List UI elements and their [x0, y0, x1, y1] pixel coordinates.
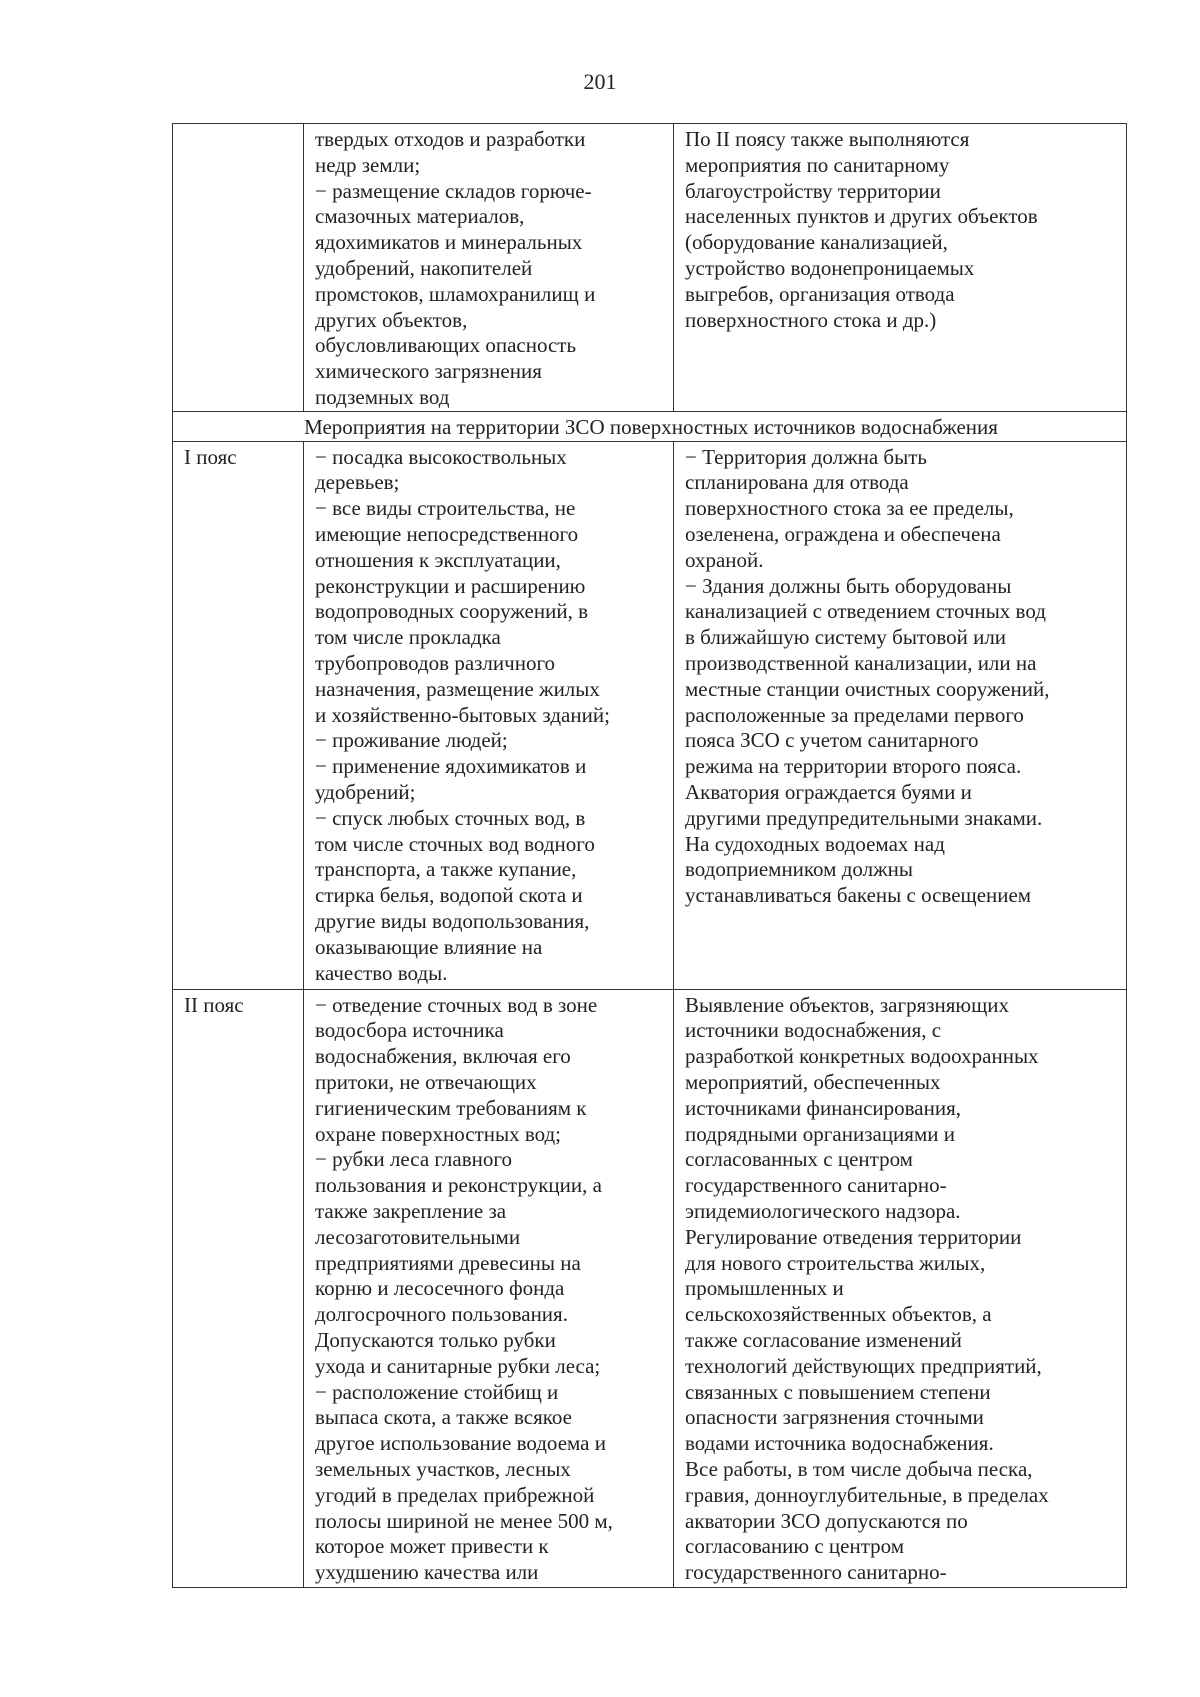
text-line: источниками финансирования,	[685, 1095, 961, 1120]
text-line: − размещение складов горюче-	[315, 178, 592, 203]
table-row-zone-2	[173, 989, 1127, 1587]
prohibited-cell	[304, 124, 674, 412]
text-line: разработкой конкретных водоохранных	[685, 1044, 1039, 1069]
text-line: населенных пунктов и других объектов	[685, 204, 1038, 229]
text-line: согласованию с центром	[685, 1534, 905, 1559]
text-line: выпаса скота, а также всякое	[315, 1405, 572, 1430]
table-row-zone-1	[173, 441, 1127, 989]
text-line: озеленена, ограждена и обеспечена	[685, 521, 1001, 546]
text-line: оказывающие влияние на	[315, 934, 543, 959]
zone-label-cell: II пояс	[173, 989, 304, 1587]
text-line: связанных с повышением степени	[685, 1379, 991, 1404]
text-line: полосы шириной не менее 500 м,	[315, 1508, 613, 1533]
text-line: − применение ядохимикатов и	[315, 754, 587, 779]
text-line: водопроводных сооружений, в	[315, 599, 588, 624]
text-line: благоустройству территории	[685, 178, 941, 203]
text-line: − посадка высокоствольных	[315, 444, 567, 469]
text-line: охране поверхностных вод;	[315, 1121, 562, 1146]
text-line: также закрепление за	[315, 1198, 507, 1223]
text-line: деревьев;	[315, 470, 400, 495]
prohibited-cell	[304, 441, 674, 989]
text-line: − проживание людей;	[315, 728, 508, 753]
text-line: ухода и санитарные рубки леса;	[315, 1353, 601, 1378]
text-line: другими предупредительными знаками.	[685, 805, 1043, 830]
text-line: подрядными организациями и	[685, 1121, 955, 1146]
zone-label-cell: I пояс	[173, 441, 304, 989]
text-line: стирка белья, водопой скота и	[315, 883, 583, 908]
measures-cell	[674, 441, 1127, 989]
text-line: гигиеническим требованиям к	[315, 1095, 587, 1120]
text-line: смазочных материалов,	[315, 204, 525, 229]
text-line: подземных вод	[315, 384, 450, 409]
text-line: том числе сточных вод водного	[315, 831, 595, 856]
page-number: 201	[583, 69, 617, 94]
zone-label-cell	[173, 124, 304, 412]
text-line: обусловливающих опасность	[315, 333, 577, 358]
text-line: которое может привести к	[315, 1534, 549, 1559]
text-line: водоприемником должны	[685, 857, 913, 882]
text-line: пользования и реконструкции, а	[315, 1173, 602, 1198]
text-line: удобрений;	[315, 779, 416, 804]
text-line: источники водоснабжения, с	[685, 1018, 942, 1043]
text-line: промышленных и	[685, 1276, 844, 1301]
text-line: сельскохозяйственных объектов, а	[685, 1302, 992, 1327]
text-line: притоки, не отвечающих	[315, 1069, 537, 1094]
text-line: канализацией с отведением сточных вод	[685, 599, 1046, 624]
text-line: − Территория должна быть	[685, 444, 927, 469]
text-line: устанавливаться бакены с освещением	[685, 883, 1032, 908]
text-line: эпидемиологического надзора.	[685, 1198, 961, 1223]
text-line: выгребов, организация отвода	[685, 281, 955, 306]
text-line: Регулирование отведения территории	[685, 1224, 1022, 1249]
text-line: недр земли;	[315, 152, 421, 177]
text-line: опасности загрязнения сточными	[685, 1405, 984, 1430]
text-line: охраной.	[685, 547, 764, 572]
text-line: водоснабжения, включая его	[315, 1044, 571, 1069]
text-line: согласованных с центром	[685, 1147, 913, 1172]
text-line: (оборудование канализацией,	[685, 230, 948, 255]
prohibited-cell	[304, 989, 674, 1587]
text-line: местные станции очистных сооружений,	[685, 676, 1050, 701]
text-line: также согласование изменений	[685, 1327, 962, 1352]
text-line: промстоков, шламохранилищ и	[315, 281, 596, 306]
text-line: мероприятия по санитарному	[685, 152, 950, 177]
sanitary-zone-table	[172, 123, 1127, 1588]
text-line: расположенные за пределами первого	[685, 702, 1024, 727]
text-line: На судоходных водоемах над	[685, 831, 945, 856]
text-line: поверхностного стока за ее пределы,	[685, 496, 1014, 521]
text-line: Все работы, в том числе добыча песка,	[685, 1456, 1033, 1481]
text-line: Выявление объектов, загрязняющих	[685, 992, 1010, 1017]
text-line: пояса ЗСО с учетом санитарного	[685, 728, 979, 753]
section-header-row	[173, 411, 1127, 441]
text-line: Акватория ограждается буями и	[685, 779, 972, 804]
text-line: мероприятий, обеспеченных	[685, 1069, 941, 1094]
text-line: другое использование водоема и	[315, 1431, 606, 1456]
text-line: химического загрязнения	[315, 359, 542, 384]
text-line: − спуск любых сточных вод, в	[315, 805, 586, 830]
text-line: По II поясу также выполняются	[685, 127, 970, 151]
text-line: поверхностного стока и др.)	[685, 307, 937, 332]
text-line: режима на территории второго пояса.	[685, 754, 1022, 779]
text-line: другие виды водопользования,	[315, 908, 590, 933]
text-line: трубопроводов различного	[315, 650, 556, 675]
text-line: ухудшению качества или	[315, 1560, 539, 1585]
text-line: том числе прокладка	[315, 625, 501, 650]
text-line: угодий в пределах прибрежной	[315, 1482, 595, 1507]
text-line: качество воды.	[315, 960, 448, 985]
text-line: твердых отходов и разработки	[315, 127, 586, 151]
text-line: и хозяйственно-бытовых зданий;	[315, 702, 610, 727]
text-line: водами источника водоснабжения.	[685, 1431, 994, 1456]
text-line: технологий действующих предприятий,	[685, 1353, 1042, 1378]
table-row-continuation	[173, 124, 1127, 412]
text-line: реконструкции и расширению	[315, 573, 586, 598]
text-line: − расположение стойбищ и	[315, 1379, 559, 1404]
text-line: предприятиями древесины на	[315, 1250, 581, 1275]
text-line: в ближайшую систему бытовой или	[685, 625, 1007, 650]
text-line: ядохимикатов и минеральных	[315, 230, 583, 255]
text-line: государственного санитарно-	[685, 1560, 947, 1585]
text-line: отношения к эксплуатации,	[315, 547, 561, 572]
text-line: транспорта, а также купание,	[315, 857, 577, 882]
text-line: корню и лесосечного фонда	[315, 1276, 565, 1301]
section-header: Мероприятия на территории ЗСО поверхностных источников водоснабжения	[173, 411, 1127, 441]
text-line: земельных участков, лесных	[315, 1456, 571, 1481]
text-line: удобрений, накопителей	[315, 255, 533, 280]
text-line: Допускаются только рубки	[315, 1327, 556, 1352]
text-line: назначения, размещение жилых	[315, 676, 600, 701]
measures-cell	[674, 124, 1127, 412]
text-line: лесозаготовительными	[315, 1224, 521, 1249]
text-line: гравия, донноуглубительные, в пределах	[685, 1482, 1049, 1507]
text-line: государственного санитарно-	[685, 1173, 947, 1198]
text-line: долгосрочного пользования.	[315, 1302, 568, 1327]
text-line: производственной канализации, или на	[685, 650, 1037, 675]
measures-cell	[674, 989, 1127, 1587]
text-line: спланирована для отвода	[685, 470, 909, 495]
text-line: акватории ЗСО допускаются по	[685, 1508, 968, 1533]
text-line: − отведение сточных вод в зоне	[315, 992, 598, 1017]
text-line: имеющие непосредственного	[315, 521, 579, 546]
text-line: для нового строительства жилых,	[685, 1250, 986, 1275]
text-line: − Здания должны быть оборудованы	[685, 573, 1012, 598]
text-line: других объектов,	[315, 307, 468, 332]
text-line: − рубки леса главного	[315, 1147, 512, 1172]
text-line: − все виды строительства, не	[315, 496, 576, 521]
text-line: водосбора источника	[315, 1018, 504, 1043]
text-line: устройство водонепроницаемых	[685, 255, 975, 280]
